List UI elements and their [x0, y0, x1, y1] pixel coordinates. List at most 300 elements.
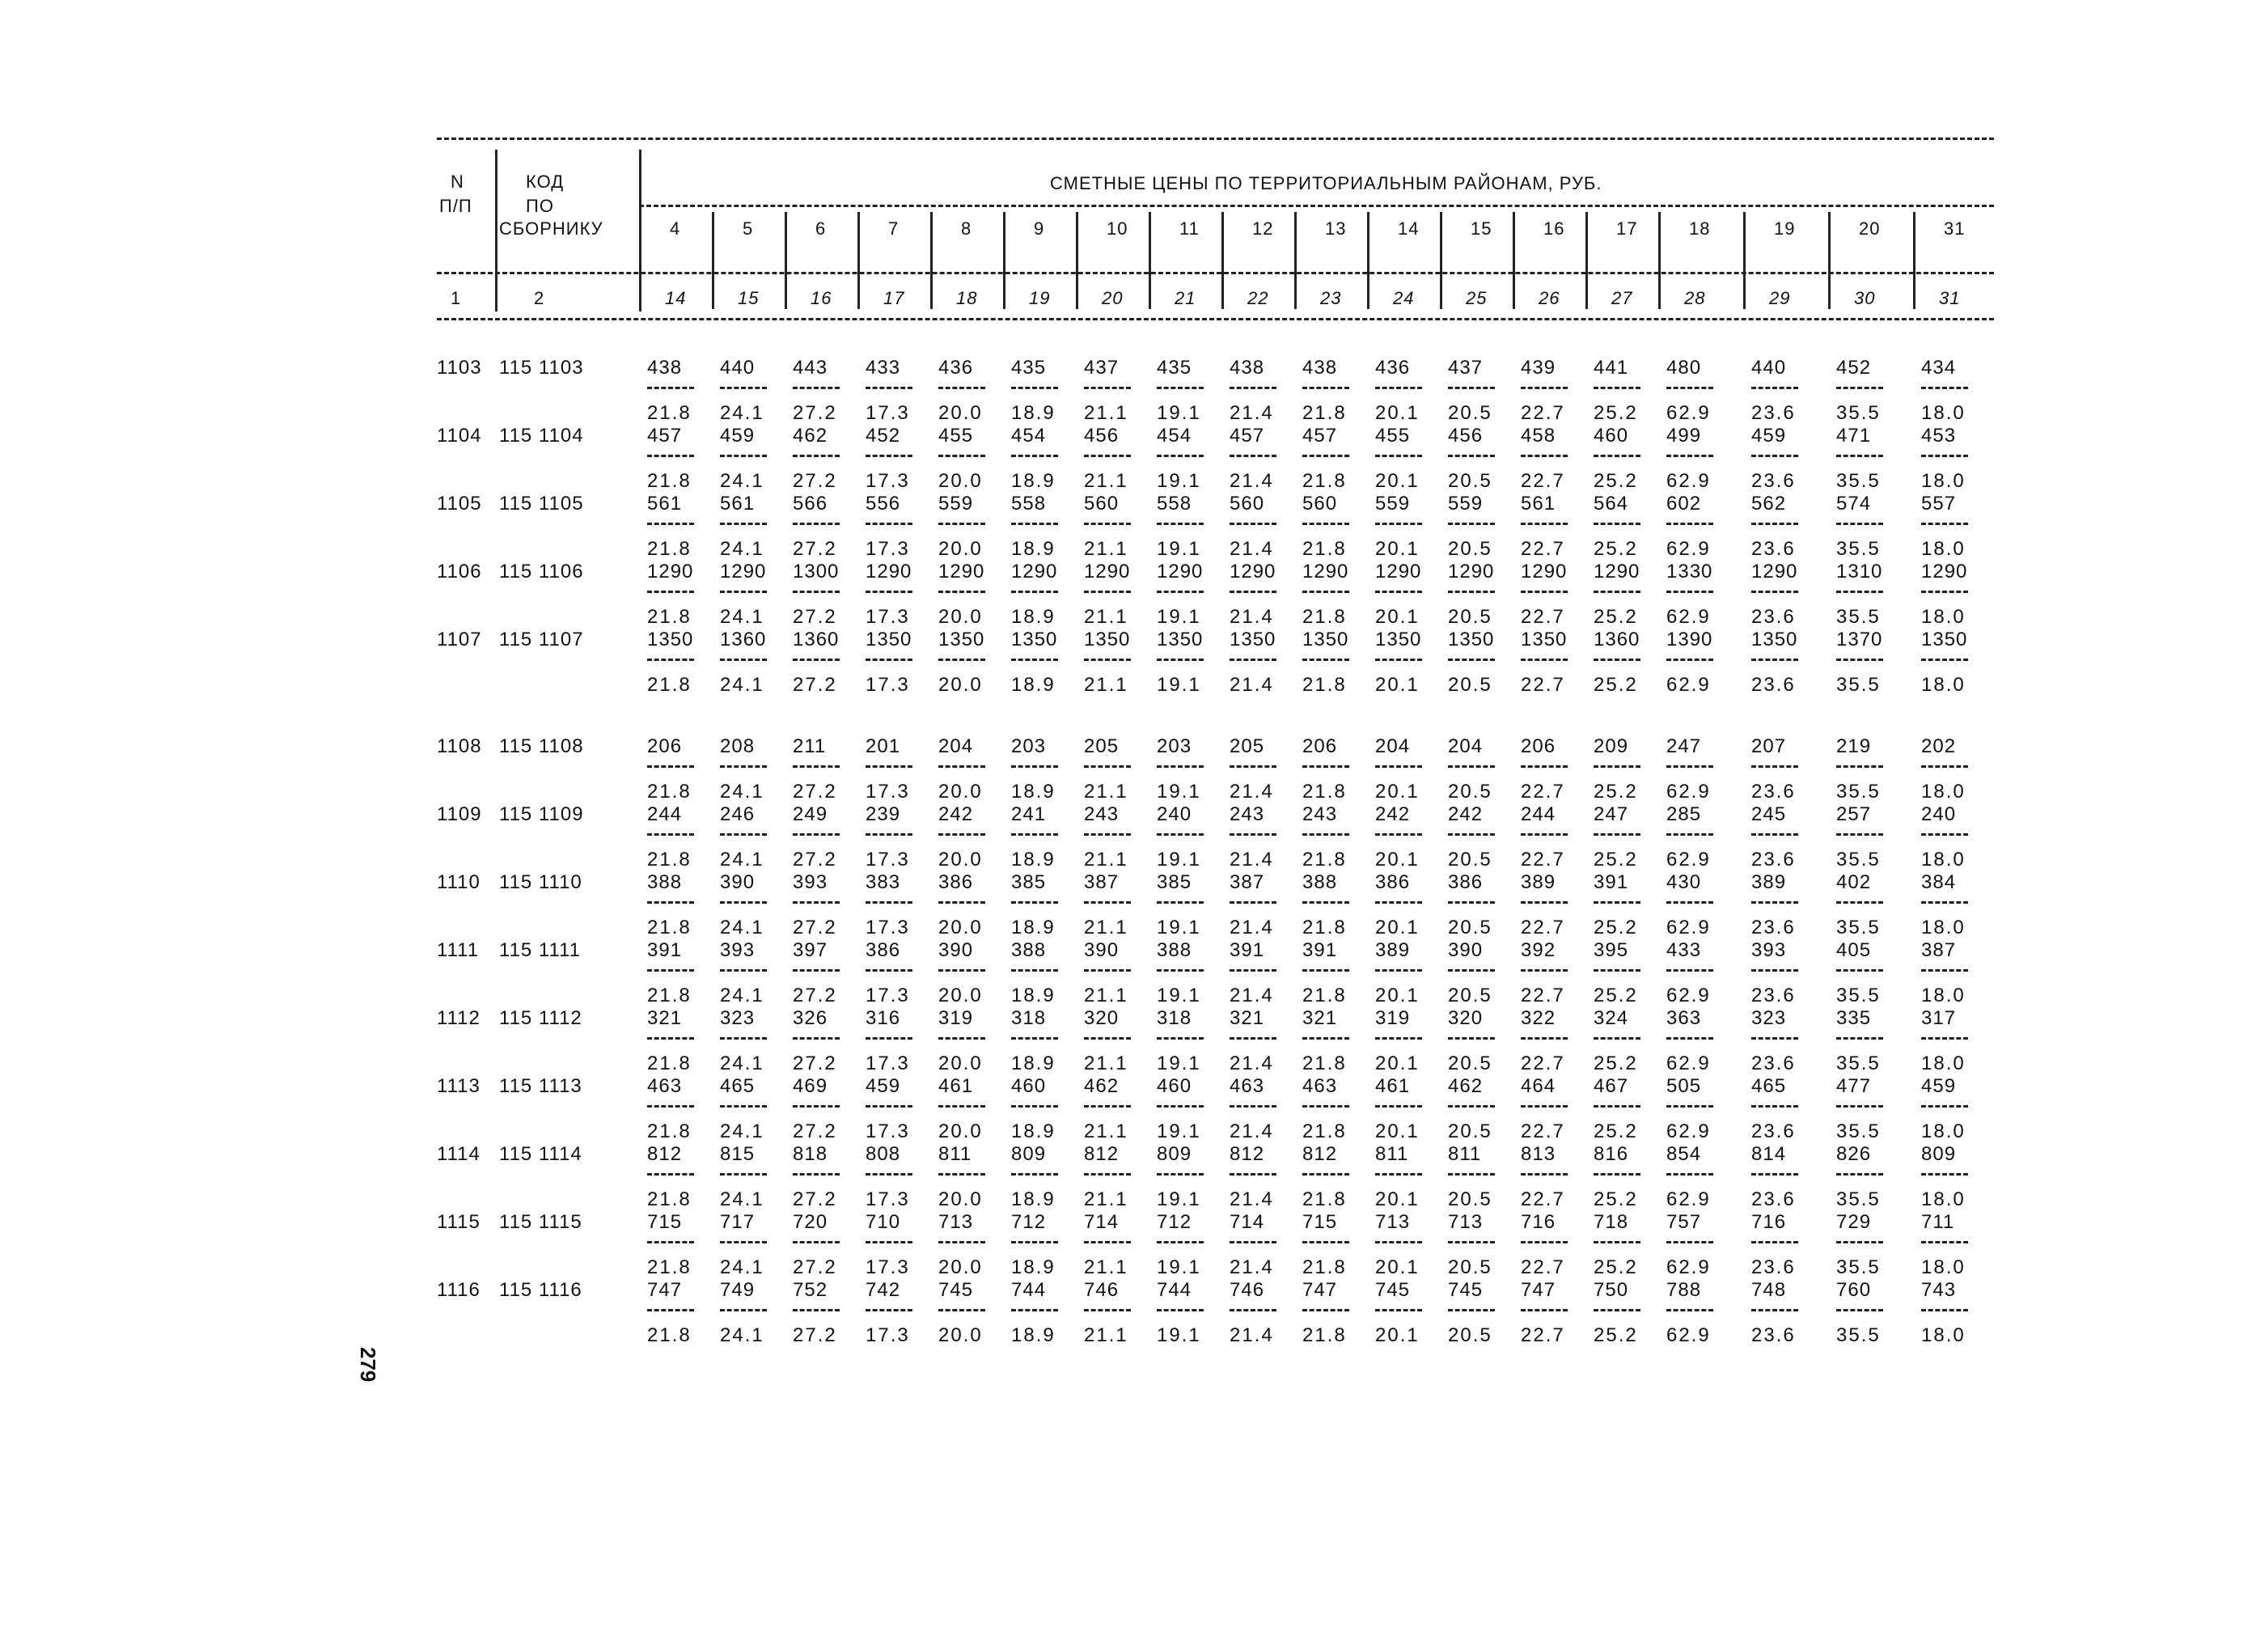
coefficient-cell: 62.9: [1666, 781, 1711, 803]
price-cell: 716: [1751, 1211, 1787, 1233]
coefficient-cell: 25.2: [1594, 606, 1638, 628]
fraction-bar: [866, 1309, 912, 1311]
column-number-17: 17: [883, 288, 905, 308]
region-header-7: 7: [888, 218, 900, 239]
fraction-bar: [1448, 1037, 1495, 1040]
price-cell: 566: [793, 493, 828, 515]
coefficient-cell: 21.8: [647, 470, 692, 492]
coefficient-cell: 62.9: [1666, 1256, 1711, 1278]
price-cell: 574: [1836, 493, 1872, 515]
fraction-bar: [866, 387, 912, 389]
price-cell: 211: [793, 735, 827, 757]
fraction-bar: [1157, 455, 1204, 457]
price-cell: 247: [1666, 735, 1702, 757]
price-cell: 1290: [1230, 561, 1276, 582]
coefficient-cell: 17.3: [866, 849, 910, 870]
fraction-bar: [1011, 591, 1058, 593]
column-number-31: 31: [1939, 288, 1961, 308]
coefficient-cell: 22.7: [1521, 917, 1565, 938]
coefficient-cell: 17.3: [866, 1188, 910, 1210]
price-cell: 1290: [1921, 561, 1968, 582]
fraction-bar: [1751, 591, 1798, 593]
fraction-bar: [1375, 1173, 1422, 1175]
fraction-bar: [793, 1241, 840, 1243]
coefficient-cell: 20.5: [1448, 985, 1492, 1006]
fraction-bar: [1157, 765, 1204, 768]
coefficient-cell: 20.1: [1375, 606, 1420, 628]
fraction-bar: [938, 1105, 985, 1108]
fraction-bar: [1751, 833, 1798, 836]
coefficient-cell: 20.5: [1448, 470, 1492, 492]
price-cell: 711: [1921, 1211, 1955, 1233]
fraction-bar: [1157, 591, 1204, 593]
coefficient-cell: 21.4: [1230, 1256, 1274, 1278]
price-cell: 1290: [866, 561, 912, 582]
price-cell: 720: [793, 1211, 828, 1233]
fraction-bar: [938, 591, 985, 593]
price-cell: 1290: [1594, 561, 1640, 582]
coefficient-cell: 27.2: [793, 470, 837, 492]
fraction-bar: [1836, 659, 1883, 661]
coefficient-cell: 21.8: [1302, 1188, 1347, 1210]
coefficient-cell: 18.9: [1011, 1256, 1056, 1278]
coefficient-cell: 25.2: [1594, 1053, 1638, 1074]
row-n: 1111: [437, 939, 480, 961]
coefficient-cell: 18.9: [1011, 1120, 1056, 1142]
region-header-13: 13: [1325, 218, 1347, 239]
fraction-bar: [647, 969, 694, 972]
fraction-bar: [1666, 1309, 1713, 1311]
coefficient-cell: 21.1: [1084, 917, 1128, 938]
price-cell: 440: [720, 357, 756, 379]
fraction-bar: [1011, 523, 1058, 525]
coefficient-cell: 20.1: [1375, 781, 1420, 803]
coefficient-cell: 21.8: [1302, 470, 1347, 492]
coefficient-cell: 24.1: [720, 606, 764, 628]
coefficient-cell: 22.7: [1521, 1256, 1565, 1278]
price-cell: 464: [1521, 1075, 1556, 1097]
price-cell: 712: [1011, 1211, 1047, 1233]
fraction-bar: [1084, 1309, 1131, 1311]
price-cell: 826: [1836, 1143, 1872, 1165]
region-sep: [857, 212, 860, 309]
coefficient-cell: 21.4: [1230, 470, 1274, 492]
coefficient-cell: 24.1: [720, 1053, 764, 1074]
price-cell: 437: [1084, 357, 1120, 379]
fraction-bar: [1448, 1309, 1495, 1311]
coefficient-cell: 21.8: [1302, 402, 1347, 424]
fraction-bar: [1302, 659, 1349, 661]
row-code: 115 1113: [499, 1075, 582, 1097]
price-cell: 390: [938, 939, 974, 961]
coefficient-cell: 22.7: [1521, 985, 1565, 1006]
fraction-bar: [1375, 901, 1422, 904]
coefficient-cell: 27.2: [793, 1324, 837, 1346]
price-cell: 560: [1230, 493, 1265, 515]
region-sep: [785, 212, 787, 309]
coefficient-cell: 62.9: [1666, 1120, 1711, 1142]
coefficient-cell: 17.3: [866, 538, 910, 560]
region-header-18: 18: [1689, 218, 1711, 239]
coefficient-cell: 21.1: [1084, 849, 1128, 870]
price-cell: 809: [1157, 1143, 1192, 1165]
fraction-bar: [1921, 1105, 1968, 1108]
price-cell: 742: [866, 1279, 901, 1301]
price-cell: 204: [1375, 735, 1411, 757]
coefficient-cell: 35.5: [1836, 1120, 1881, 1142]
fraction-bar: [1011, 765, 1058, 768]
fraction-bar: [647, 591, 694, 593]
fraction-bar: [1521, 969, 1568, 972]
price-cell: 391: [1230, 939, 1265, 961]
coefficient-cell: 20.1: [1375, 1188, 1420, 1210]
fraction-bar: [793, 765, 840, 768]
price-cell: 435: [1011, 357, 1047, 379]
coefficient-cell: 19.1: [1157, 1053, 1201, 1074]
price-cell: 559: [1448, 493, 1484, 515]
price-cell: 747: [1521, 1279, 1556, 1301]
fraction-bar: [938, 523, 985, 525]
price-cell: 247: [1594, 803, 1629, 825]
fraction-bar: [1157, 523, 1204, 525]
fraction-bar: [1594, 833, 1640, 836]
coefficient-cell: 24.1: [720, 470, 764, 492]
price-cell: 602: [1666, 493, 1702, 515]
price-cell: 812: [1084, 1143, 1120, 1165]
price-cell: 1350: [1011, 629, 1058, 650]
coefficient-cell: 19.1: [1157, 674, 1201, 696]
price-cell: 436: [1375, 357, 1411, 379]
coefficient-cell: 25.2: [1594, 781, 1638, 803]
price-cell: 388: [1302, 871, 1338, 893]
coefficient-cell: 21.4: [1230, 917, 1274, 938]
price-cell: 240: [1921, 803, 1957, 825]
price-cell: 1290: [1751, 561, 1798, 582]
fraction-bar: [1230, 1173, 1276, 1175]
price-cell: 387: [1230, 871, 1265, 893]
column-number-15: 15: [738, 288, 760, 308]
coefficient-cell: 35.5: [1836, 674, 1881, 696]
coefficient-cell: 18.0: [1921, 1324, 1966, 1346]
region-sep: [1743, 212, 1746, 309]
coefficient-cell: 20.0: [938, 1256, 983, 1278]
price-cell: 460: [1157, 1075, 1192, 1097]
coefficient-cell: 21.4: [1230, 538, 1274, 560]
price-cell: 480: [1666, 357, 1702, 379]
price-cell: 438: [647, 357, 683, 379]
coefficient-cell: 22.7: [1521, 674, 1565, 696]
fraction-bar: [866, 1105, 912, 1108]
header-title: СМЕТНЫЕ ЦЕНЫ ПО ТЕРРИТОРИАЛЬНЫМ РАЙОНАМ, РУБ.: [1050, 173, 1602, 193]
fraction-bar: [938, 1309, 985, 1311]
price-cell: 1350: [647, 629, 694, 650]
coefficient-cell: 19.1: [1157, 470, 1201, 492]
coefficient-cell: 18.9: [1011, 917, 1056, 938]
fraction-bar: [1011, 1241, 1058, 1243]
price-cell: 1290: [720, 561, 767, 582]
fraction-bar: [647, 659, 694, 661]
fraction-bar: [938, 387, 985, 389]
fraction-bar: [1157, 387, 1204, 389]
fraction-bar: [1751, 1037, 1798, 1040]
col-number-1: 1: [451, 288, 462, 308]
price-cell: 209: [1594, 735, 1629, 757]
price-cell: 1290: [1375, 561, 1422, 582]
price-cell: 440: [1751, 357, 1787, 379]
price-cell: 714: [1084, 1211, 1120, 1233]
price-cell: 363: [1666, 1007, 1702, 1029]
coefficient-cell: 24.1: [720, 849, 764, 870]
fraction-bar: [1666, 1173, 1713, 1175]
fraction-bar: [1157, 969, 1204, 972]
fraction-bar: [720, 591, 767, 593]
fraction-bar: [1666, 833, 1713, 836]
header-mid-rule: [437, 272, 1994, 274]
region-header-17: 17: [1616, 218, 1638, 239]
price-cell: 716: [1521, 1211, 1556, 1233]
fraction-bar: [1375, 969, 1422, 972]
price-cell: 1350: [1921, 629, 1968, 650]
fraction-bar: [1836, 1037, 1883, 1040]
price-cell: 390: [720, 871, 756, 893]
coefficient-cell: 21.1: [1084, 985, 1128, 1006]
fraction-bar: [1448, 591, 1495, 593]
fraction-bar: [1836, 1309, 1883, 1311]
fraction-bar: [1921, 591, 1968, 593]
row-code: 115 1115: [499, 1211, 582, 1233]
coefficient-cell: 23.6: [1751, 606, 1796, 628]
region-sep: [1440, 212, 1442, 309]
coefficient-cell: 27.2: [793, 917, 837, 938]
coefficient-cell: 17.3: [866, 1256, 910, 1278]
coefficient-cell: 23.6: [1751, 1256, 1796, 1278]
fraction-bar: [1011, 1173, 1058, 1175]
fraction-bar: [938, 901, 985, 904]
price-cell: 713: [1448, 1211, 1484, 1233]
column-number-20: 20: [1102, 288, 1124, 308]
fraction-bar: [1302, 901, 1349, 904]
price-cell: 1350: [1157, 629, 1204, 650]
fraction-bar: [1594, 591, 1640, 593]
coefficient-cell: 24.1: [720, 674, 764, 696]
fraction-bar: [1084, 765, 1131, 768]
coefficient-cell: 17.3: [866, 1120, 910, 1142]
coefficient-cell: 22.7: [1521, 538, 1565, 560]
price-cell: 557: [1921, 493, 1957, 515]
region-sep: [639, 212, 641, 309]
header-sep-1: [495, 150, 497, 311]
fraction-bar: [1594, 1241, 1640, 1243]
fraction-bar: [1751, 523, 1798, 525]
region-header-11: 11: [1179, 218, 1200, 239]
price-cell: 816: [1594, 1143, 1629, 1165]
price-cell: 744: [1011, 1279, 1047, 1301]
coefficient-cell: 35.5: [1836, 470, 1881, 492]
region-sep: [1221, 212, 1224, 309]
fraction-bar: [1666, 901, 1713, 904]
region-sep: [1367, 212, 1369, 309]
coefficient-cell: 22.7: [1521, 606, 1565, 628]
coefficient-cell: 35.5: [1836, 917, 1881, 938]
region-sep: [1294, 212, 1297, 309]
row-n: 1114: [437, 1143, 480, 1165]
fraction-bar: [866, 901, 912, 904]
coefficient-cell: 23.6: [1751, 1120, 1796, 1142]
row-code: 115 1105: [499, 493, 584, 515]
fraction-bar: [793, 1173, 840, 1175]
fraction-bar: [1521, 765, 1568, 768]
price-cell: 715: [1302, 1211, 1338, 1233]
price-cell: 319: [938, 1007, 974, 1029]
fraction-bar: [1230, 455, 1276, 457]
price-cell: 1350: [1302, 629, 1349, 650]
price-cell: 452: [1836, 357, 1872, 379]
coefficient-cell: 23.6: [1751, 1053, 1796, 1074]
price-cell: 757: [1666, 1211, 1702, 1233]
price-cell: 459: [1751, 425, 1787, 447]
region-header-15: 15: [1471, 218, 1492, 239]
fraction-bar: [1084, 591, 1131, 593]
coefficient-cell: 25.2: [1594, 1188, 1638, 1210]
price-cell: 388: [1011, 939, 1047, 961]
column-number-24: 24: [1393, 288, 1415, 308]
fraction-bar: [1666, 1037, 1713, 1040]
coefficient-cell: 20.0: [938, 1120, 983, 1142]
fraction-bar: [720, 1241, 767, 1243]
price-cell: 391: [647, 939, 683, 961]
column-number-29: 29: [1769, 288, 1791, 308]
column-number-28: 28: [1684, 288, 1706, 308]
coefficient-cell: 27.2: [793, 1256, 837, 1278]
price-cell: 386: [1375, 871, 1411, 893]
header-code: КОД: [526, 172, 565, 192]
coefficient-cell: 20.1: [1375, 402, 1420, 424]
fraction-bar: [1230, 659, 1276, 661]
coefficient-cell: 24.1: [720, 985, 764, 1006]
region-header-6: 6: [815, 218, 827, 239]
fraction-bar: [1921, 455, 1968, 457]
price-cell: 1290: [647, 561, 694, 582]
price-cell: 812: [647, 1143, 683, 1165]
fraction-bar: [1751, 455, 1798, 457]
fraction-bar: [1011, 969, 1058, 972]
coefficient-cell: 18.9: [1011, 1324, 1056, 1346]
fraction-bar: [1521, 455, 1568, 457]
price-cell: 809: [1011, 1143, 1047, 1165]
price-cell: 1290: [1084, 561, 1131, 582]
price-cell: 499: [1666, 425, 1702, 447]
column-number-30: 30: [1854, 288, 1876, 308]
coefficient-cell: 22.7: [1521, 1120, 1565, 1142]
price-cell: 465: [1751, 1075, 1787, 1097]
column-number-23: 23: [1320, 288, 1342, 308]
coefficient-cell: 18.9: [1011, 538, 1056, 560]
coefficient-cell: 18.9: [1011, 470, 1056, 492]
coefficient-cell: 27.2: [793, 1188, 837, 1210]
column-number-25: 25: [1466, 288, 1488, 308]
price-cell: 465: [720, 1075, 756, 1097]
fraction-bar: [1302, 1309, 1349, 1311]
coefficient-cell: 18.0: [1921, 606, 1966, 628]
price-cell: 744: [1157, 1279, 1192, 1301]
price-cell: 206: [1302, 735, 1338, 757]
coefficient-cell: 27.2: [793, 674, 837, 696]
price-cell: 322: [1521, 1007, 1556, 1029]
price-cell: 459: [720, 425, 756, 447]
price-cell: 386: [866, 939, 901, 961]
coefficient-cell: 20.1: [1375, 1120, 1420, 1142]
coefficient-cell: 21.4: [1230, 402, 1274, 424]
price-cell: 206: [647, 735, 683, 757]
price-cell: 1360: [1594, 629, 1640, 650]
price-cell: 208: [720, 735, 756, 757]
coefficient-cell: 21.8: [1302, 1120, 1347, 1142]
price-cell: 462: [1448, 1075, 1484, 1097]
fraction-bar: [1594, 1173, 1640, 1175]
price-cell: 323: [1751, 1007, 1787, 1029]
coefficient-cell: 27.2: [793, 606, 837, 628]
coefficient-cell: 24.1: [720, 781, 764, 803]
coefficient-cell: 35.5: [1836, 849, 1881, 870]
price-cell: 395: [1594, 939, 1629, 961]
coefficient-cell: 20.1: [1375, 1256, 1420, 1278]
price-cell: 743: [1921, 1279, 1957, 1301]
coefficient-cell: 20.0: [938, 1053, 983, 1074]
fraction-bar: [1157, 1037, 1204, 1040]
coefficient-cell: 20.5: [1448, 674, 1492, 696]
row-n: 1105: [437, 493, 482, 515]
fraction-bar: [1448, 1105, 1495, 1108]
fraction-bar: [1521, 1037, 1568, 1040]
fraction-bar: [1921, 659, 1968, 661]
coefficient-cell: 21.8: [647, 985, 692, 1006]
price-cell: 814: [1751, 1143, 1787, 1165]
price-cell: 809: [1921, 1143, 1957, 1165]
coefficient-cell: 23.6: [1751, 917, 1796, 938]
price-cell: 559: [938, 493, 974, 515]
fraction-bar: [1836, 765, 1883, 768]
col-number-2: 2: [534, 288, 545, 308]
coefficient-cell: 20.5: [1448, 538, 1492, 560]
price-cell: 1360: [720, 629, 767, 650]
column-number-26: 26: [1539, 288, 1560, 308]
fraction-bar: [1921, 387, 1968, 389]
fraction-bar: [1921, 969, 1968, 972]
price-cell: 321: [1302, 1007, 1338, 1029]
price-cell: 205: [1230, 735, 1265, 757]
price-cell: 204: [938, 735, 974, 757]
price-cell: 477: [1836, 1075, 1872, 1097]
price-cell: 389: [1375, 939, 1411, 961]
fraction-bar: [720, 969, 767, 972]
price-cell: 710: [866, 1211, 901, 1233]
coefficient-cell: 20.1: [1375, 985, 1420, 1006]
region-header-4: 4: [670, 218, 681, 239]
coefficient-cell: 17.3: [866, 781, 910, 803]
coefficient-cell: 18.9: [1011, 674, 1056, 696]
price-cell: 746: [1084, 1279, 1120, 1301]
fraction-bar: [1594, 901, 1640, 904]
coefficient-cell: 24.1: [720, 402, 764, 424]
coefficient-cell: 21.8: [1302, 674, 1347, 696]
coefficient-cell: 21.8: [1302, 1256, 1347, 1278]
coefficient-cell: 17.3: [866, 470, 910, 492]
coefficient-cell: 20.5: [1448, 1188, 1492, 1210]
fraction-bar: [647, 1173, 694, 1175]
coefficient-cell: 62.9: [1666, 1053, 1711, 1074]
price-cell: 812: [1230, 1143, 1265, 1165]
price-cell: 460: [1594, 425, 1629, 447]
